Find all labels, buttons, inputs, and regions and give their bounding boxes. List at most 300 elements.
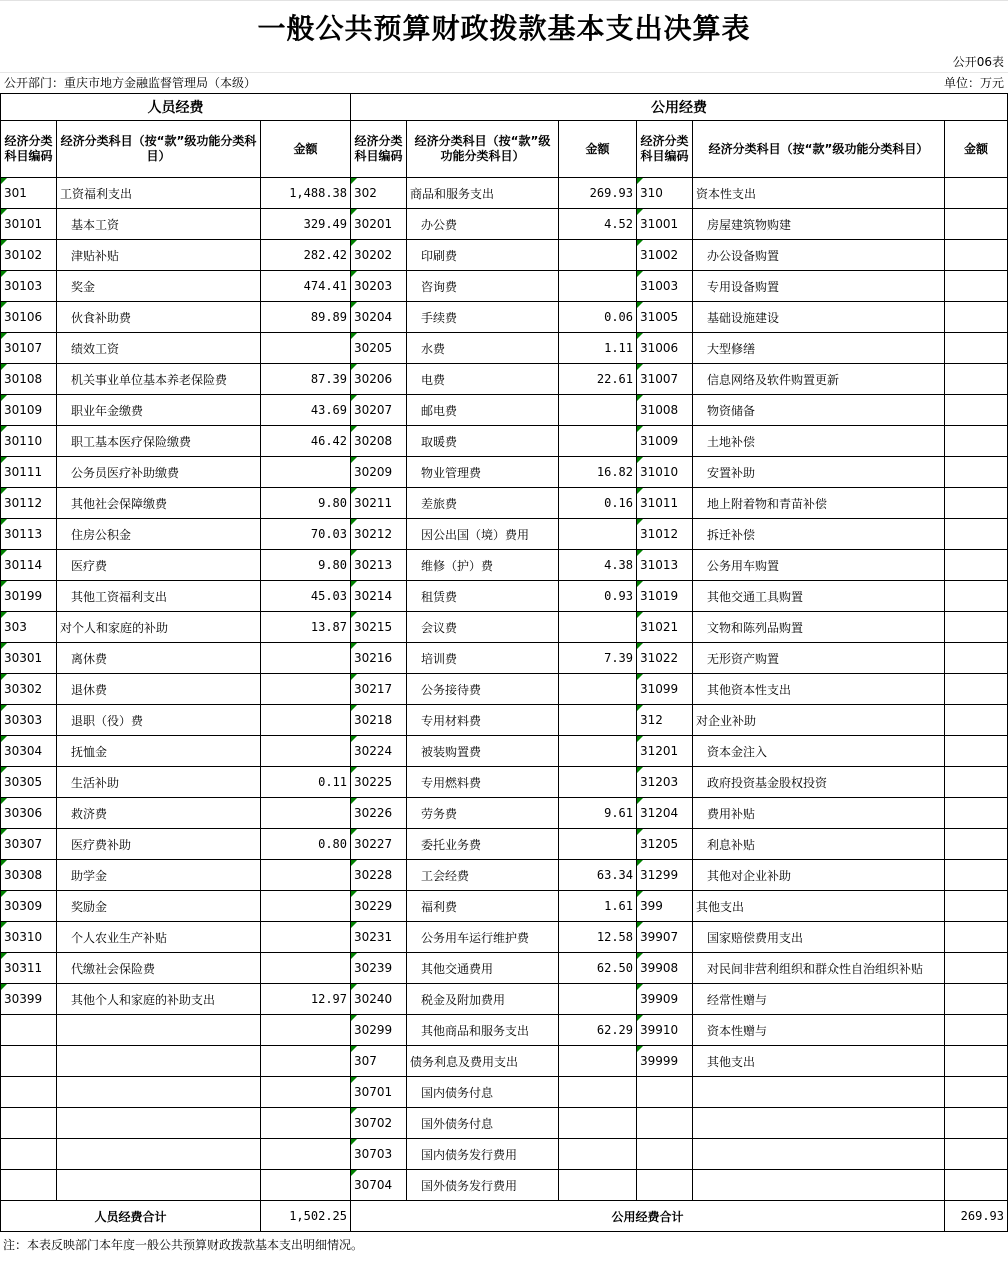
column-header-row [1,121,1008,178]
name-cell: 专用设备购置 [693,271,945,302]
table-row [1,240,1008,271]
code-cell: 31007 [637,364,693,395]
name-cell: 其他工资福利支出 [57,581,261,612]
code-cell [1,1077,57,1108]
code-cell: 31013 [637,550,693,581]
amount-cell [945,643,1008,674]
amount-cell [261,333,351,364]
amount-cell: 329.49 [261,209,351,240]
code-cell: 30211 [351,488,407,519]
table-row [1,612,1008,643]
code-cell: 30306 [1,798,57,829]
amount-cell [261,705,351,736]
amount-cell: 4.38 [559,550,637,581]
table-row [1,395,1008,426]
name-cell [57,1108,261,1139]
code-cell: 39907 [637,922,693,953]
name-cell: 津贴补贴 [57,240,261,271]
code-cell: 39909 [637,984,693,1015]
code-cell: 30216 [351,643,407,674]
code-cell: 30399 [1,984,57,1015]
amount-cell [945,519,1008,550]
amount-cell [559,395,637,426]
name-cell: 国外债务发行费用 [407,1170,559,1201]
amount-cell [945,829,1008,860]
amount-cell [945,302,1008,333]
code-cell: 31005 [637,302,693,333]
code-cell: 30225 [351,767,407,798]
table-row [1,705,1008,736]
code-cell: 30113 [1,519,57,550]
amount-cell [945,891,1008,922]
name-cell [57,1046,261,1077]
code-cell: 31019 [637,581,693,612]
name-cell: 物业管理费 [407,457,559,488]
code-cell: 31003 [637,271,693,302]
code-cell: 30309 [1,891,57,922]
amount-cell: 46.42 [261,426,351,457]
name-cell: 基本工资 [57,209,261,240]
name-cell: 其他支出 [693,891,945,922]
amount-cell: 4.52 [559,209,637,240]
amount-cell [559,1108,637,1139]
code-cell: 31021 [637,612,693,643]
code-cell: 30701 [351,1077,407,1108]
name-cell: 个人农业生产补贴 [57,922,261,953]
name-cell: 绩效工资 [57,333,261,364]
expenditure-table [0,93,1008,1232]
code-cell: 30201 [351,209,407,240]
amount-cell [559,736,637,767]
name-cell: 医疗费补助 [57,829,261,860]
amount-cell [945,457,1008,488]
amount-cell [261,1108,351,1139]
amount-cell [945,705,1008,736]
table-row [1,643,1008,674]
amount-cell: 0.11 [261,767,351,798]
name-cell: 委托业务费 [407,829,559,860]
code-cell: 30304 [1,736,57,767]
name-cell: 其他商品和服务支出 [407,1015,559,1046]
table-row [1,953,1008,984]
code-cell [1,1015,57,1046]
name-cell: 对企业补助 [693,705,945,736]
code-cell: 302 [351,178,407,209]
name-cell: 经常性赠与 [693,984,945,1015]
table-body [1,178,1008,1201]
code-cell: 30207 [351,395,407,426]
amount-cell [559,1046,637,1077]
name-cell [57,1015,261,1046]
code-cell [1,1139,57,1170]
amount-cell [945,922,1008,953]
amount-cell [261,891,351,922]
table-row [1,829,1008,860]
name-cell: 维修（护）费 [407,550,559,581]
code-cell: 30214 [351,581,407,612]
table-row [1,891,1008,922]
code-cell: 30206 [351,364,407,395]
name-cell: 其他支出 [693,1046,945,1077]
code-cell: 30303 [1,705,57,736]
col-name-1: 经济分类科目（按“款”级功能分类科目） [57,121,261,178]
department-label: 公开部门：重庆市地方金融监督管理局（本级） [4,76,257,90]
code-cell: 30101 [1,209,57,240]
code-cell: 30217 [351,674,407,705]
code-cell: 30301 [1,643,57,674]
amount-cell [945,271,1008,302]
amount-cell: 0.06 [559,302,637,333]
code-cell: 30308 [1,860,57,891]
amount-cell: 62.50 [559,953,637,984]
name-cell: 印刷费 [407,240,559,271]
col-amount-2: 金额 [559,121,637,178]
personnel-total-label: 人员经费合计 [1,1201,261,1232]
amount-cell [945,860,1008,891]
code-cell: 39908 [637,953,693,984]
amount-cell [261,643,351,674]
name-cell: 专用燃料费 [407,767,559,798]
amount-cell: 1,488.38 [261,178,351,209]
amount-cell [261,1015,351,1046]
name-cell: 生活补助 [57,767,261,798]
name-cell: 手续费 [407,302,559,333]
name-cell: 退职（役）费 [57,705,261,736]
code-cell: 31010 [637,457,693,488]
amount-cell [559,519,637,550]
amount-cell [559,612,637,643]
name-cell: 国家赔偿费用支出 [693,922,945,953]
name-cell: 伙食补助费 [57,302,261,333]
code-cell: 31002 [637,240,693,271]
code-cell: 30226 [351,798,407,829]
code-cell: 30102 [1,240,57,271]
amount-cell: 0.93 [559,581,637,612]
name-cell: 机关事业单位基本养老保险费 [57,364,261,395]
amount-cell [945,1077,1008,1108]
name-cell: 对民间非营利组织和群众性自治组织补贴 [693,953,945,984]
table-row [1,209,1008,240]
name-cell: 工资福利支出 [57,178,261,209]
amount-cell [945,364,1008,395]
amount-cell [261,922,351,953]
table-row [1,1108,1008,1139]
section-public: 公用经费 [351,94,1008,121]
name-cell: 安置补助 [693,457,945,488]
amount-cell [945,984,1008,1015]
name-cell: 专用材料费 [407,705,559,736]
amount-cell [945,1108,1008,1139]
code-cell [637,1077,693,1108]
amount-cell: 9.61 [559,798,637,829]
name-cell: 差旅费 [407,488,559,519]
amount-cell: 87.39 [261,364,351,395]
table-row [1,674,1008,705]
code-cell [1,1108,57,1139]
amount-cell: 62.29 [559,1015,637,1046]
name-cell: 福利费 [407,891,559,922]
code-cell: 31204 [637,798,693,829]
name-cell [57,1139,261,1170]
name-cell: 资本金注入 [693,736,945,767]
name-cell: 大型修缮 [693,333,945,364]
code-cell: 30209 [351,457,407,488]
name-cell: 费用补贴 [693,798,945,829]
amount-cell [945,736,1008,767]
footnote: 注：本表反映部门本年度一般公共预算财政拨款基本支出明细情况。 [3,1238,364,1252]
code-cell: 31001 [637,209,693,240]
code-cell: 31012 [637,519,693,550]
name-cell [57,1170,261,1201]
table-row [1,426,1008,457]
code-cell: 30311 [1,953,57,984]
amount-cell: 16.82 [559,457,637,488]
code-cell: 30302 [1,674,57,705]
code-cell: 31011 [637,488,693,519]
code-cell: 30213 [351,550,407,581]
code-cell: 31203 [637,767,693,798]
code-cell: 30229 [351,891,407,922]
amount-cell [261,736,351,767]
name-cell: 职工基本医疗保险缴费 [57,426,261,457]
table-row [1,178,1008,209]
col-amount-3: 金额 [945,121,1008,178]
amount-cell: 9.80 [261,550,351,581]
code-cell: 30227 [351,829,407,860]
code-cell: 30110 [1,426,57,457]
amount-cell [945,1170,1008,1201]
amount-cell: 63.34 [559,860,637,891]
amount-cell: 7.39 [559,643,637,674]
amount-cell [261,860,351,891]
name-cell: 基础设施建设 [693,302,945,333]
amount-cell: 269.93 [559,178,637,209]
code-cell: 30208 [351,426,407,457]
name-cell: 对个人和家庭的补助 [57,612,261,643]
code-cell: 30231 [351,922,407,953]
amount-cell [559,705,637,736]
code-cell: 30202 [351,240,407,271]
amount-cell: 0.16 [559,488,637,519]
amount-cell [945,953,1008,984]
amount-cell [261,1170,351,1201]
section-header-row [1,94,1008,121]
name-cell: 物资储备 [693,395,945,426]
col-name-3: 经济分类科目（按“款”级功能分类科目） [693,121,945,178]
name-cell: 救济费 [57,798,261,829]
amount-cell: 43.69 [261,395,351,426]
name-cell: 助学金 [57,860,261,891]
totals-row [1,1201,1008,1232]
table-row [1,1046,1008,1077]
amount-cell [945,395,1008,426]
table-row [1,364,1008,395]
name-cell: 商品和服务支出 [407,178,559,209]
name-cell: 代缴社会保险费 [57,953,261,984]
public-total-label: 公用经费合计 [351,1201,945,1232]
name-cell: 信息网络及软件购置更新 [693,364,945,395]
name-cell: 会议费 [407,612,559,643]
name-cell: 无形资产购置 [693,643,945,674]
name-cell: 水费 [407,333,559,364]
name-cell [693,1170,945,1201]
code-cell: 30702 [351,1108,407,1139]
table-row [1,519,1008,550]
table-row [1,1077,1008,1108]
name-cell: 土地补偿 [693,426,945,457]
table-row [1,922,1008,953]
amount-cell: 12.97 [261,984,351,1015]
name-cell: 其他交通工具购置 [693,581,945,612]
amount-cell [261,798,351,829]
name-cell: 文物和陈列品购置 [693,612,945,643]
code-cell: 31006 [637,333,693,364]
name-cell: 取暖费 [407,426,559,457]
name-cell: 地上附着物和青苗补偿 [693,488,945,519]
name-cell: 政府投资基金股权投资 [693,767,945,798]
amount-cell [559,767,637,798]
table-row [1,1139,1008,1170]
name-cell: 培训费 [407,643,559,674]
name-cell: 工会经费 [407,860,559,891]
name-cell: 房屋建筑物购建 [693,209,945,240]
amount-cell: 70.03 [261,519,351,550]
code-cell: 30240 [351,984,407,1015]
name-cell: 国内债务发行费用 [407,1139,559,1170]
code-cell: 31008 [637,395,693,426]
code-cell: 30215 [351,612,407,643]
name-cell: 电费 [407,364,559,395]
name-cell: 资本性赠与 [693,1015,945,1046]
code-cell: 399 [637,891,693,922]
personnel-total-value: 1,502.25 [261,1201,351,1232]
amount-cell [945,209,1008,240]
name-cell: 离休费 [57,643,261,674]
amount-cell [945,1139,1008,1170]
col-amount-1: 金额 [261,121,351,178]
amount-cell [261,953,351,984]
amount-cell [945,240,1008,271]
amount-cell: 0.80 [261,829,351,860]
name-cell: 利息补贴 [693,829,945,860]
name-cell: 抚恤金 [57,736,261,767]
code-cell: 39910 [637,1015,693,1046]
name-cell: 其他个人和家庭的补助支出 [57,984,261,1015]
name-cell: 奖金 [57,271,261,302]
code-cell: 30114 [1,550,57,581]
name-cell: 办公设备购置 [693,240,945,271]
table-row [1,581,1008,612]
col-code-3: 经济分类科目编码 [637,121,693,178]
col-name-2: 经济分类科目（按“款”级功能分类科目） [407,121,559,178]
amount-cell [945,333,1008,364]
name-cell: 债务利息及费用支出 [407,1046,559,1077]
code-cell: 30310 [1,922,57,953]
amount-cell [261,457,351,488]
name-cell: 拆迁补偿 [693,519,945,550]
table-row [1,1170,1008,1201]
name-cell: 咨询费 [407,271,559,302]
amount-cell [559,426,637,457]
name-cell: 国内债务付息 [407,1077,559,1108]
name-cell [693,1139,945,1170]
name-cell: 退休费 [57,674,261,705]
table-row [1,860,1008,891]
code-cell: 30224 [351,736,407,767]
code-cell [1,1170,57,1201]
amount-cell [559,984,637,1015]
code-cell [637,1139,693,1170]
code-cell [637,1108,693,1139]
code-cell: 30704 [351,1170,407,1201]
code-cell: 30112 [1,488,57,519]
code-cell: 30703 [351,1139,407,1170]
name-cell: 税金及附加费用 [407,984,559,1015]
code-cell: 30108 [1,364,57,395]
col-code-2: 经济分类科目编码 [351,121,407,178]
amount-cell: 13.87 [261,612,351,643]
code-cell: 30106 [1,302,57,333]
code-cell: 30203 [351,271,407,302]
name-cell [693,1077,945,1108]
name-cell: 公务员医疗补助缴费 [57,457,261,488]
name-cell: 公务用车购置 [693,550,945,581]
code-cell: 30111 [1,457,57,488]
code-cell: 31205 [637,829,693,860]
amount-cell [559,240,637,271]
table-row [1,333,1008,364]
amount-cell [559,829,637,860]
table-row [1,798,1008,829]
amount-cell [945,1046,1008,1077]
code-cell: 31201 [637,736,693,767]
name-cell: 其他对企业补助 [693,860,945,891]
section-personnel: 人员经费 [1,94,351,121]
amount-cell: 89.89 [261,302,351,333]
amount-cell [945,612,1008,643]
name-cell: 其他社会保障缴费 [57,488,261,519]
code-cell: 30218 [351,705,407,736]
col-code-1: 经济分类科目编码 [1,121,57,178]
amount-cell [559,271,637,302]
code-cell: 30199 [1,581,57,612]
name-cell: 公务接待费 [407,674,559,705]
code-cell: 31299 [637,860,693,891]
code-cell: 31022 [637,643,693,674]
amount-cell: 45.03 [261,581,351,612]
unit-label: 单位：万元 [943,76,1004,90]
code-cell: 30299 [351,1015,407,1046]
amount-cell [945,1015,1008,1046]
amount-cell [945,674,1008,705]
amount-cell: 1.11 [559,333,637,364]
name-cell: 职业年金缴费 [57,395,261,426]
amount-cell [261,1077,351,1108]
amount-cell: 1.61 [559,891,637,922]
amount-cell: 12.58 [559,922,637,953]
table-row [1,736,1008,767]
code-cell: 303 [1,612,57,643]
table-row [1,767,1008,798]
name-cell: 奖励金 [57,891,261,922]
name-cell: 医疗费 [57,550,261,581]
name-cell: 因公出国（境）费用 [407,519,559,550]
code-cell [637,1170,693,1201]
code-cell: 30205 [351,333,407,364]
amount-cell [945,581,1008,612]
amount-cell [945,767,1008,798]
dept-row [0,73,1008,93]
